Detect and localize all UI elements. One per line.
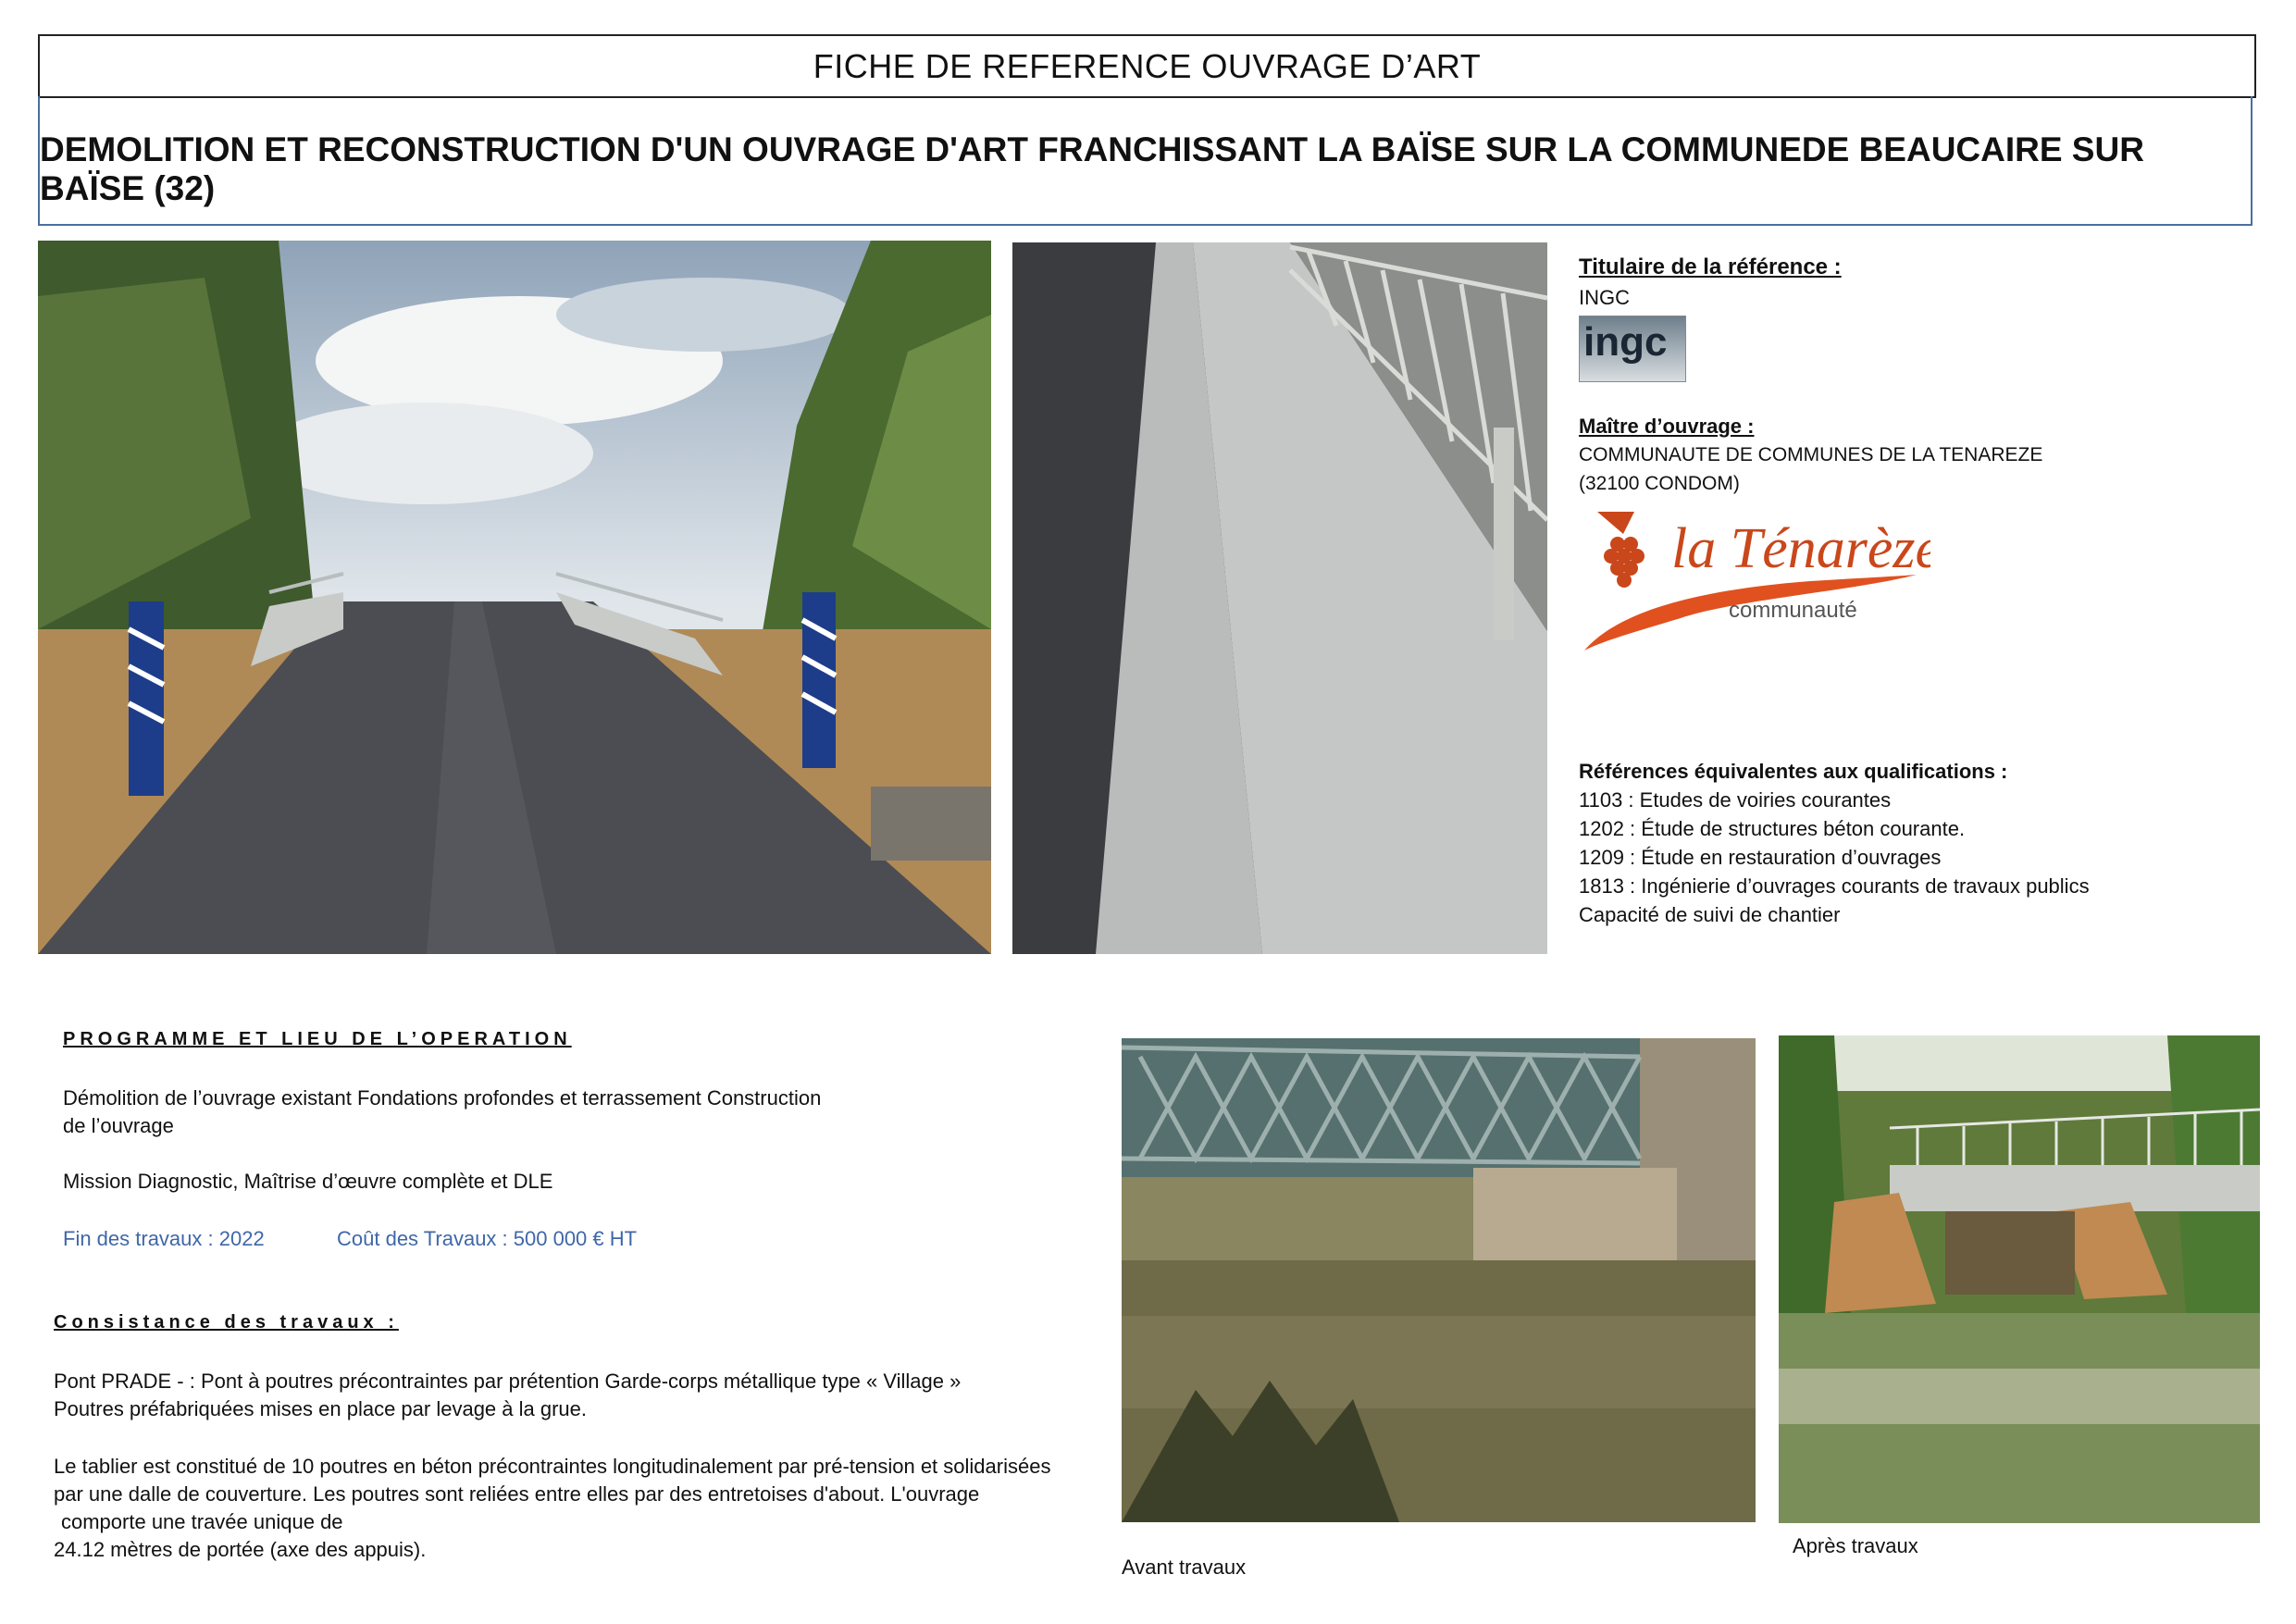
titulaire-label: Titulaire de la référence : (1579, 254, 1842, 279)
photo-bridge-road (38, 241, 991, 954)
project-title: DEMOLITION ET RECONSTRUCTION D'UN OUVRAGE D'ART FRANCHISSANT LA BAÏSE SUR LA COMMUNEDE BEAUCAIRE SUR BAÏSE (32) (38, 96, 2253, 226)
reference-item: 1202 : Étude de structures béton courante. (1579, 817, 1966, 840)
reference-item: 1813 : Ingénierie d’ouvrages courants de travaux publics (1579, 874, 2090, 898)
consistance-p2-line4: 24.12 mètres de portée (axe des appuis). (54, 1538, 427, 1561)
reference-item: Capacité de suivi de chantier (1579, 903, 1841, 926)
tenareze-logo (1579, 502, 1930, 655)
maitre-label: Maître d’ouvrage : (1579, 415, 1755, 438)
ingc-logo (1579, 316, 1686, 382)
tenareze-logo-text: la Ténarèze (1671, 517, 1930, 580)
tenareze-logo-subtext: communauté (1729, 598, 1857, 623)
reference-item: 1209 : Étude en restauration d’ouvrages (1579, 846, 1942, 869)
consistance-heading: Consistance des travaux : (54, 1312, 399, 1333)
fiche-title: FICHE DE REFERENCE OUVRAGE D’ART (38, 34, 2256, 98)
consistance-p2-line1: Le tablier est constitué de 10 poutres en béton précontraintes longitudinalement par pré-tension et solidarisées (54, 1455, 1051, 1478)
fin-travaux: Fin des travaux : 2022 (63, 1227, 265, 1250)
cout-travaux: Coût des Travaux : 500 000 € HT (337, 1227, 638, 1250)
consistance-p2-line2: par une dalle de couverture. Les poutres sont reliées entre elles par des entretoises d'about. L'ouvrage (54, 1482, 980, 1506)
caption-avant: Avant travaux (1122, 1556, 1247, 1579)
programme-desc-line2: de l’ouvrage (63, 1114, 174, 1137)
consistance-p2-line3: comporte une travée unique de (61, 1510, 343, 1533)
programme-desc-line1: Démolition de l’ouvrage existant Fondations profondes et terrassement Construction (63, 1086, 822, 1110)
photo-avant-travaux (1122, 1038, 1756, 1522)
photo-apres-travaux (1779, 1035, 2260, 1523)
programme-heading: PROGRAMME ET LIEU DE L’OPERATION (63, 1029, 572, 1049)
ingc-logo-text: ingc (1583, 319, 1668, 365)
programme-mission: Mission Diagnostic, Maîtrise d’œuvre complète et DLE (63, 1170, 553, 1193)
consistance-p1-line2: Poutres préfabriquées mises en place par levage à la grue. (54, 1397, 588, 1420)
references-label: Références équivalentes aux qualifications : (1579, 760, 2008, 783)
maitre-line2: (32100 CONDOM) (1579, 473, 1740, 494)
caption-apres: Après travaux (1793, 1534, 1918, 1557)
reference-item: 1103 : Etudes de voiries courantes (1579, 788, 1892, 812)
maitre-line1: COMMUNAUTE DE COMMUNES DE LA TENAREZE (1579, 444, 2043, 465)
photo-sidewalk-railing (1012, 242, 1547, 954)
consistance-p1-line1: Pont PRADE - : Pont à poutres précontraintes par prétention Garde-corps métallique type « Village » (54, 1370, 962, 1393)
titulaire-name: INGC (1579, 286, 1630, 309)
